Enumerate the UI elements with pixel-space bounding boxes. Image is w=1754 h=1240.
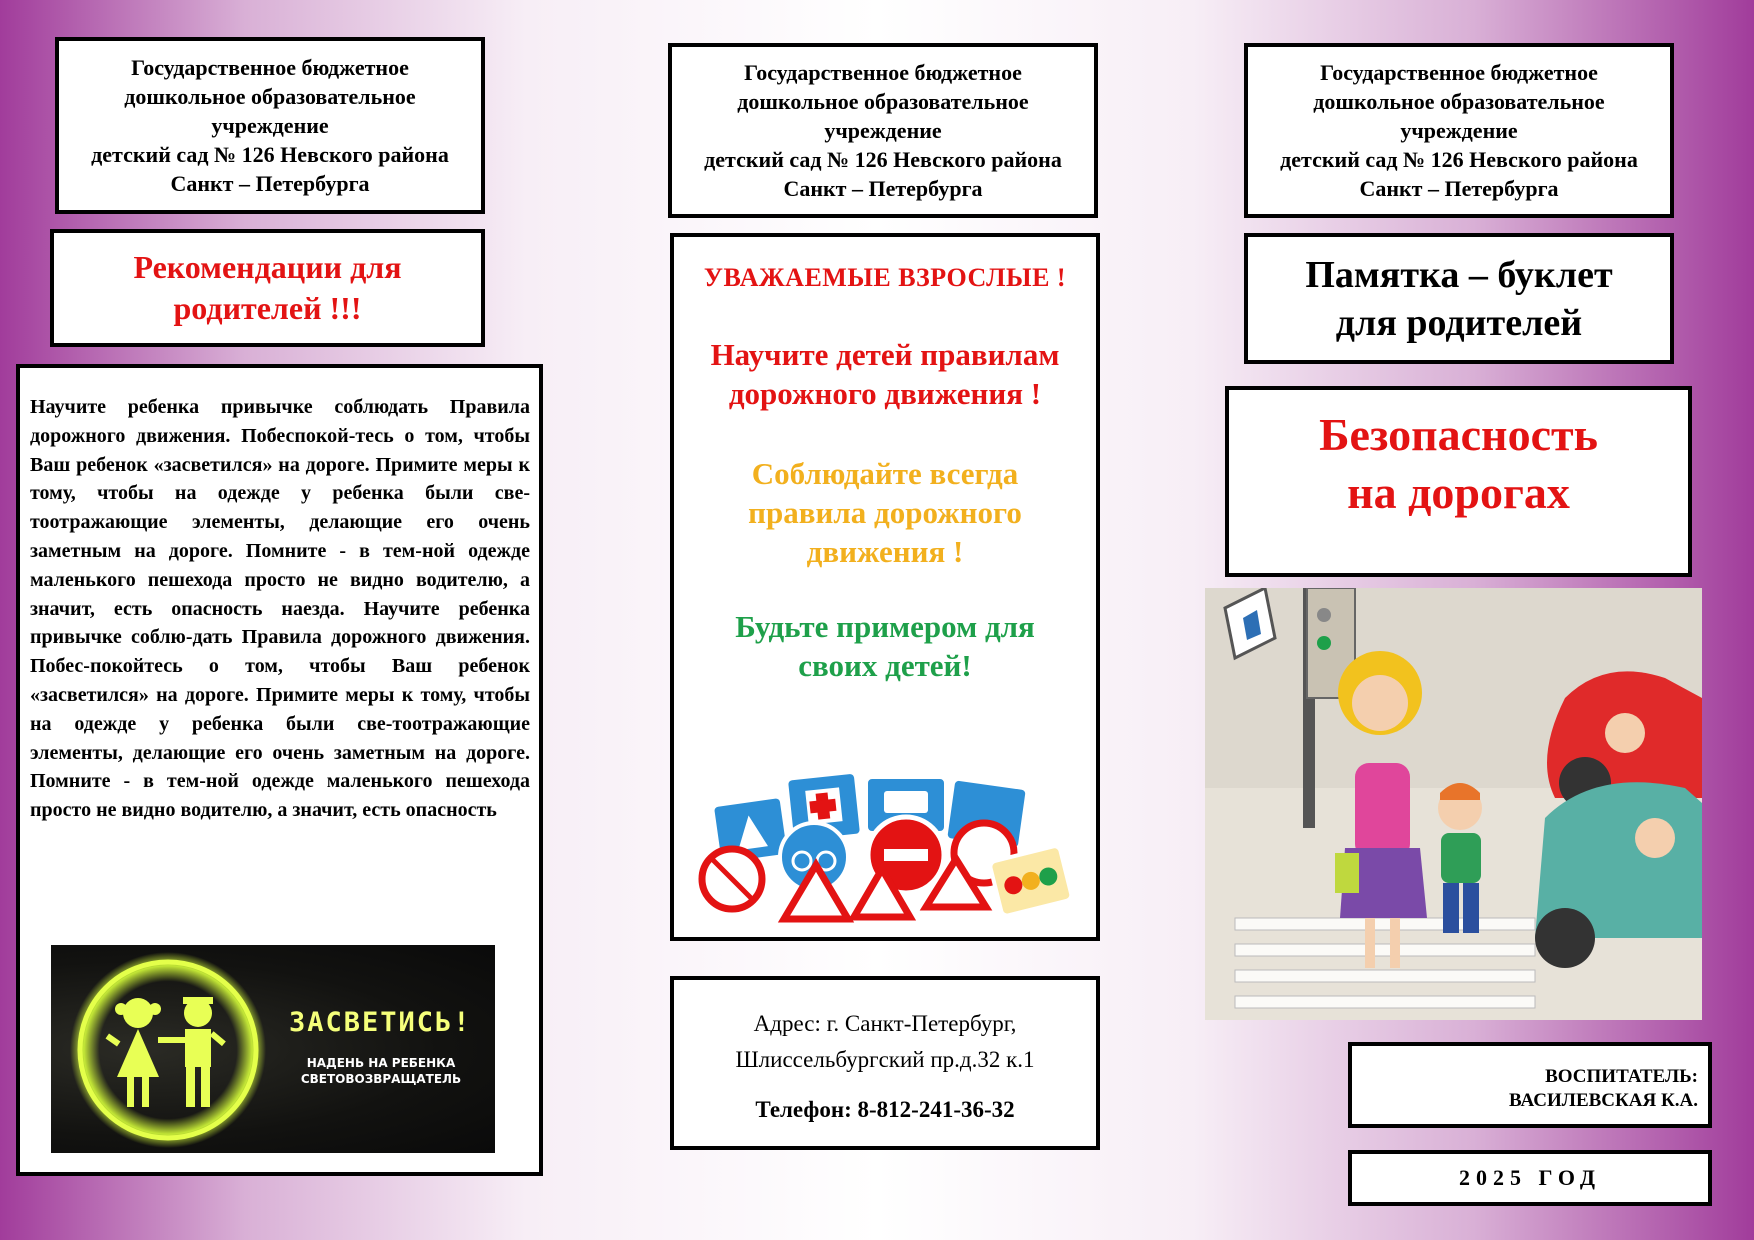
institution-header-left: Государственное бюджетное дошкольное образовательное учреждение детский сад № 126 Невского района Санкт – Петербурга bbox=[55, 37, 485, 214]
phone-number: Телефон: 8-812-241-36-32 bbox=[755, 1097, 1015, 1122]
reflector-banner-title: ЗАСВЕТИСЬ! bbox=[289, 1007, 472, 1038]
teacher-credit: ВОСПИТАТЕЛЬ: ВАСИЛЕВСКАЯ К.А. bbox=[1348, 1042, 1712, 1128]
reflector-banner bbox=[51, 945, 495, 1153]
mother-child-crossing-illustration bbox=[1205, 588, 1702, 1020]
road-signs-illustration bbox=[694, 757, 1084, 927]
reflector-banner-subtitle: НАДЕНЬ НА РЕБЕНКА СВЕТОВОЗВРАЩАТЕЛЬ bbox=[300, 1056, 462, 1086]
address-line-1: Адрес: г. Санкт-Петербург, bbox=[753, 1011, 1017, 1036]
contact-panel bbox=[670, 976, 1100, 1150]
safety-title: Безопасность на дорогах bbox=[1225, 386, 1692, 577]
recommendations-heading: Рекомендации для родителей !!! bbox=[50, 229, 485, 347]
booklet-title: Памятка – буклет для родителей bbox=[1244, 233, 1674, 364]
year-label: 2025 ГОД bbox=[1348, 1150, 1712, 1206]
glowing-kids-icon bbox=[51, 945, 495, 1153]
recommendations-body: Научите ребенка привычке соблюдать Правила дорожного движения. Побеспокой-тесь о том, чтобы Ваш ребенок «засветился» на дороге. Примите меры к тому, чтобы на одежде у ребенка были све-тоотражающие элементы, делающие его очень заметным на дороге. Помните - в тем-ной одежде маленького пешехода просто не видно водителю, а значит, есть опасность наезда. Научите ребенка привычке соблю-дать Правила дорожного движения. Побес-покойтесь о том, чтобы Ваш ребенок «засветился» на дороге. Примите меры к тому, чтобы на одежде у ребенка были све-тоотражающие элементы, делающие его очень заметным на дороге. Помните - в тем-ной одежде маленького пешехода просто не видно водителю, а значит, есть опасность bbox=[30, 396, 530, 822]
address-line-2: Шлиссельбургский пр.д.32 к.1 bbox=[735, 1047, 1035, 1072]
greeting-text: УВАЖАЕМЫЕ ВЗРОСЛЫЕ ! bbox=[703, 263, 1067, 292]
appeal-line-example: Будьте примером для своих детей! bbox=[735, 609, 1035, 683]
institution-header-middle: Государственное бюджетное дошкольное образовательное учреждение детский сад № 126 Невского района Санкт – Петербурга bbox=[668, 43, 1098, 218]
recommendations-text-panel bbox=[16, 364, 543, 1176]
crossing-drawing bbox=[1205, 588, 1702, 1020]
appeal-panel bbox=[670, 233, 1100, 941]
institution-header-right: Государственное бюджетное дошкольное образовательное учреждение детский сад № 126 Невского района Санкт – Петербурга bbox=[1244, 43, 1674, 218]
appeal-line-observe: Соблюдайте всегда правила дорожного движения ! bbox=[748, 456, 1022, 569]
appeal-line-teach: Научите детей правилам дорожного движения ! bbox=[710, 337, 1060, 411]
